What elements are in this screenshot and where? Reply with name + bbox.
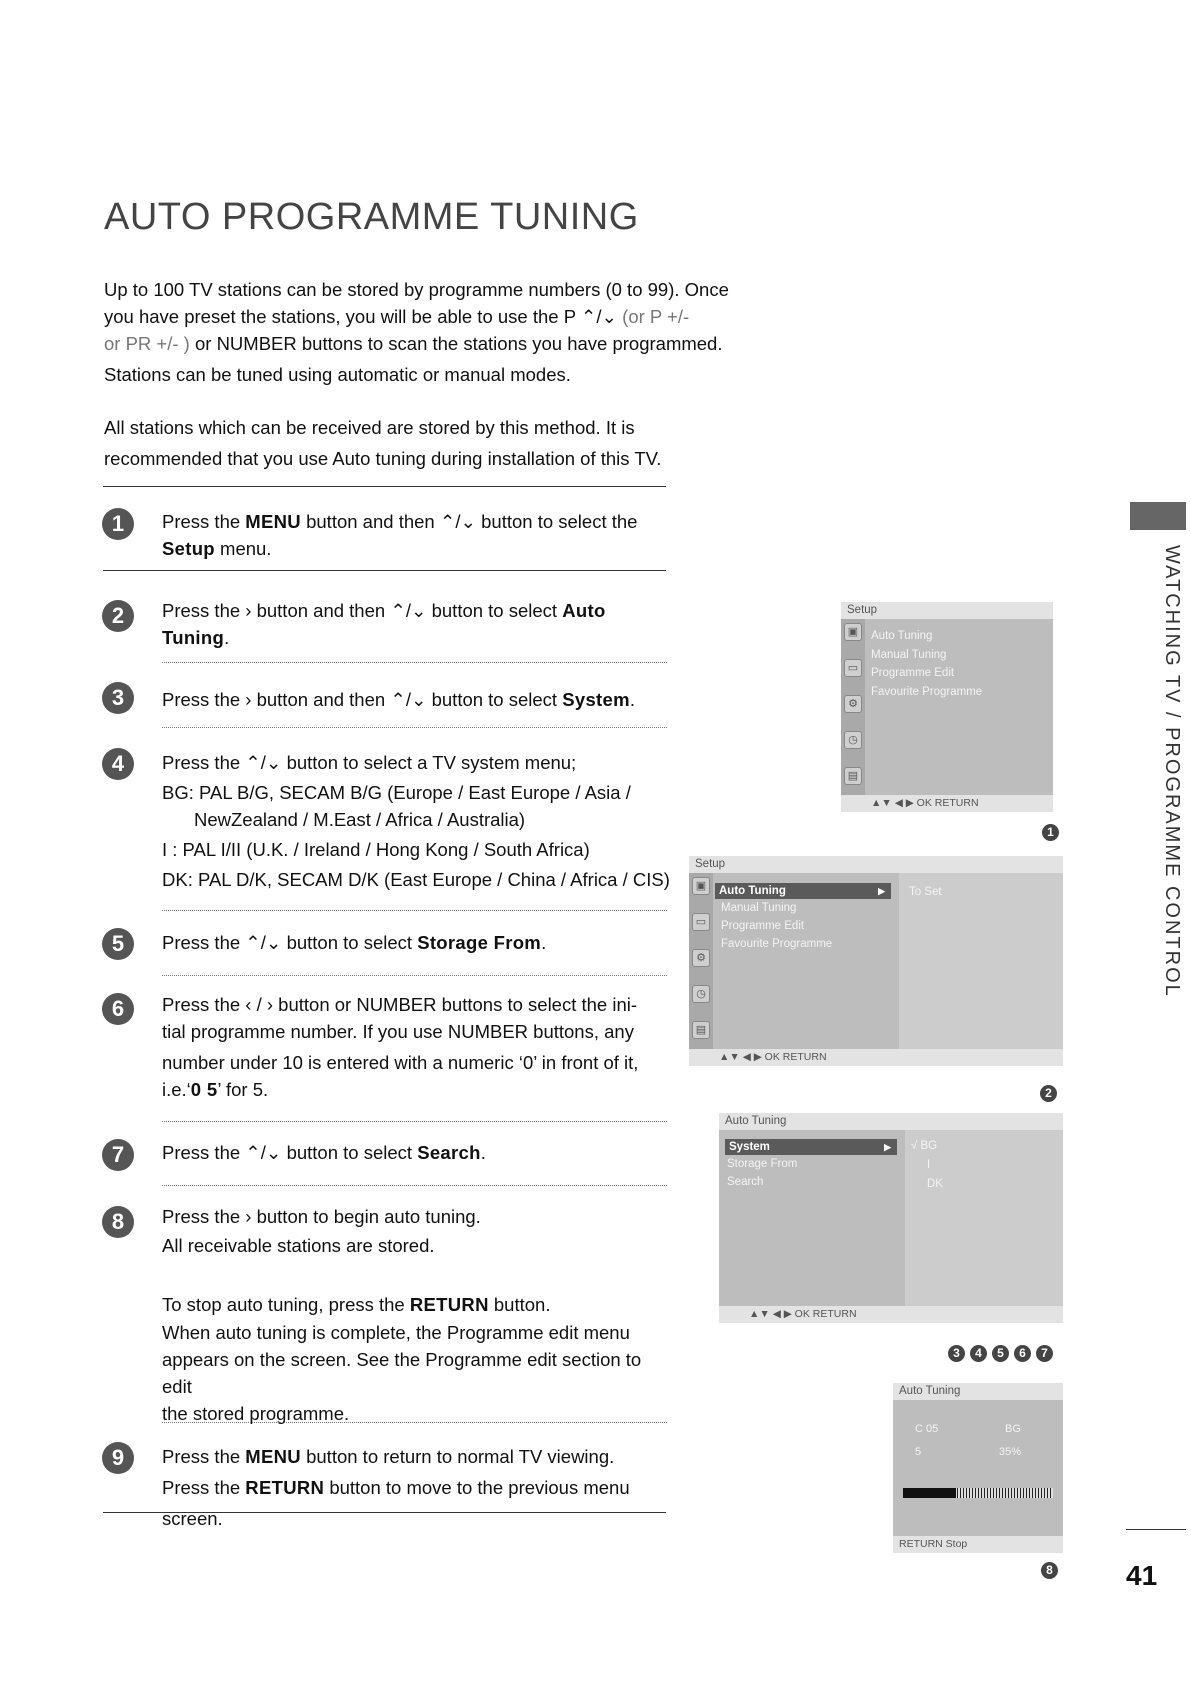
step-number: 5	[102, 928, 134, 960]
gear-icon: ⚙	[692, 949, 710, 967]
divider	[162, 1185, 667, 1186]
step-2-text: Press the › button and then ⌃/⌄ button to select Auto Tuning.	[162, 600, 606, 648]
step-7-text: Press the ⌃/⌄ button to select Search.	[162, 1142, 486, 1163]
channel-label: C 05	[915, 1423, 939, 1435]
osd-menu-item: Programme Edit	[871, 667, 955, 679]
progress-fill	[903, 1488, 956, 1498]
osd-footer: ▲▼ ◀ ▶ OK RETURN	[841, 795, 1053, 812]
osd-menu-item: Auto Tuning	[871, 630, 933, 642]
system-label: BG	[1005, 1423, 1021, 1435]
screen-icon: ▭	[692, 913, 710, 931]
step-6-text: Press the ‹ / › button or NUMBER buttons to select the ini- tial programme number. If you use NUMBER buttons, any number under 10 is entered with a numeric ‘0’ in front of it, i.e.‘0 5’ for 5.	[162, 994, 639, 1100]
intro-paragraph-2: All stations which can be received are stored by this method. It is recommended that you use Auto tuning during installation of this TV.	[104, 417, 662, 469]
step-3-text: Press the › button and then ⌃/⌄ button to select System.	[162, 689, 635, 710]
divider	[162, 975, 667, 976]
step-8-text: Press the › button to begin auto tuning. All receivable stations are stored. To stop auto tuning, press the RETURN button. When auto tuning is complete, the Programme edit menu appears on the screen. See the Programme edit section to edit the stored programme.	[162, 1206, 642, 1424]
page-title: AUTO PROGRAMME TUNING	[104, 196, 639, 238]
step-number: 6	[102, 993, 134, 1025]
osd-header: Setup	[689, 856, 1063, 873]
step-4-text: Press the ⌃/⌄ button to select a TV system menu; BG: PAL B/G, SECAM B/G (Europe / East Europe / Asia / NewZealand / M.East / Africa / Australia) I : PAL I/II (U.K. / Ireland / Hong Kong / South Africa) DK: PAL D/K, SECAM D/K (East Europe / China / Africa / CIS)	[162, 752, 670, 890]
osd-menu-item: Favourite Programme	[721, 938, 833, 950]
divider	[103, 1512, 666, 1513]
step-9-text: Press the MENU button to return to normal TV viewing. Press the RETURN button to move to the previous menu screen.	[162, 1446, 630, 1529]
osd-menu-item: Storage From	[727, 1158, 798, 1170]
osd-header: Setup	[841, 602, 1053, 619]
lock-icon: ▤	[692, 1021, 710, 1039]
progress-bar	[903, 1488, 1053, 1498]
step-number: 1	[102, 508, 134, 540]
osd-header: Auto Tuning	[719, 1113, 1063, 1130]
step-number: 3	[102, 682, 134, 714]
osd-setup-menu-selected	[689, 856, 1063, 1066]
osd-menu-item: Manual Tuning	[721, 902, 797, 914]
clock-icon: ◷	[844, 731, 862, 749]
osd-option: DK	[927, 1178, 943, 1190]
clock-icon: ◷	[692, 985, 710, 1003]
osd-icon-column	[689, 873, 713, 1049]
osd-selected-item: Auto Tuning ▶	[715, 883, 891, 899]
divider	[1126, 1529, 1186, 1530]
picture-icon: ▣	[844, 623, 862, 641]
osd-footer: ▲▼ ◀ ▶ OK RETURN	[689, 1049, 1063, 1066]
intro-line: or PR +/- ) or NUMBER buttons to scan the stations you have programmed.	[104, 333, 723, 354]
divider	[162, 662, 667, 663]
screen-badge: 8	[1041, 1562, 1058, 1579]
divider	[162, 1121, 667, 1122]
lock-icon: ▤	[844, 767, 862, 785]
arrow-right-icon: ▶	[884, 1142, 891, 1152]
osd-footer: RETURN Stop	[893, 1536, 1063, 1553]
progress-percent: 35%	[999, 1446, 1022, 1458]
osd-menu-item: Search	[727, 1176, 764, 1188]
arrow-right-icon: ▶	[878, 886, 885, 896]
section-tab-marker	[1130, 502, 1186, 530]
step-number: 4	[102, 748, 134, 780]
programme-number: 5	[915, 1446, 922, 1458]
osd-option: I	[927, 1159, 931, 1171]
step-number: 7	[102, 1139, 134, 1171]
osd-menu-item: Favourite Programme	[871, 686, 983, 698]
divider	[103, 570, 666, 571]
screen-badge: 1	[1042, 824, 1059, 841]
picture-icon: ▣	[692, 877, 710, 895]
step-number: 9	[102, 1442, 134, 1474]
osd-menu-item: Programme Edit	[721, 920, 805, 932]
intro-line: Stations can be tuned using automatic or manual modes.	[104, 364, 571, 385]
osd-menu-item: Manual Tuning	[871, 649, 947, 661]
intro-line: Up to 100 TV stations can be stored by programme numbers (0 to 99). Once	[104, 279, 729, 300]
divider	[162, 910, 667, 911]
section-title: WATCHING TV / PROGRAMME CONTROL	[1161, 545, 1183, 998]
screen-icon: ▭	[844, 659, 862, 677]
osd-auto-tuning-menu	[719, 1113, 1063, 1323]
osd-setup-menu	[841, 602, 1053, 812]
intro-paragraph-1	[104, 276, 729, 388]
gear-icon: ⚙	[844, 695, 862, 713]
osd-right-panel	[899, 873, 1063, 1049]
osd-hint: To Set	[909, 886, 942, 898]
screen-badge: 2	[1040, 1085, 1057, 1102]
page-number: 41	[1126, 1560, 1158, 1591]
osd-header: Auto Tuning	[893, 1383, 1063, 1400]
osd-option: √ BG	[911, 1140, 938, 1152]
osd-auto-tuning-progress	[893, 1383, 1063, 1553]
divider	[162, 1422, 667, 1423]
step-5-text: Press the ⌃/⌄ button to select Storage From.	[162, 932, 547, 953]
divider	[162, 727, 667, 728]
screen-badges: 3 4 5 6 7	[948, 1345, 1060, 1362]
osd-right-panel	[905, 1130, 1063, 1306]
step-1-text: Press the MENU button and then ⌃/⌄ button to select the Setup menu.	[162, 511, 638, 559]
osd-footer: ▲▼ ◀ ▶ OK RETURN	[719, 1306, 1063, 1323]
step-number: 2	[102, 600, 134, 632]
divider	[103, 486, 666, 487]
intro-line: you have preset the stations, you will be able to use the P ⌃/⌄ (or P +/-	[104, 306, 690, 327]
osd-selected-item: System ▶	[725, 1139, 897, 1155]
step-number: 8	[102, 1206, 134, 1238]
osd-icon-column	[841, 619, 865, 795]
